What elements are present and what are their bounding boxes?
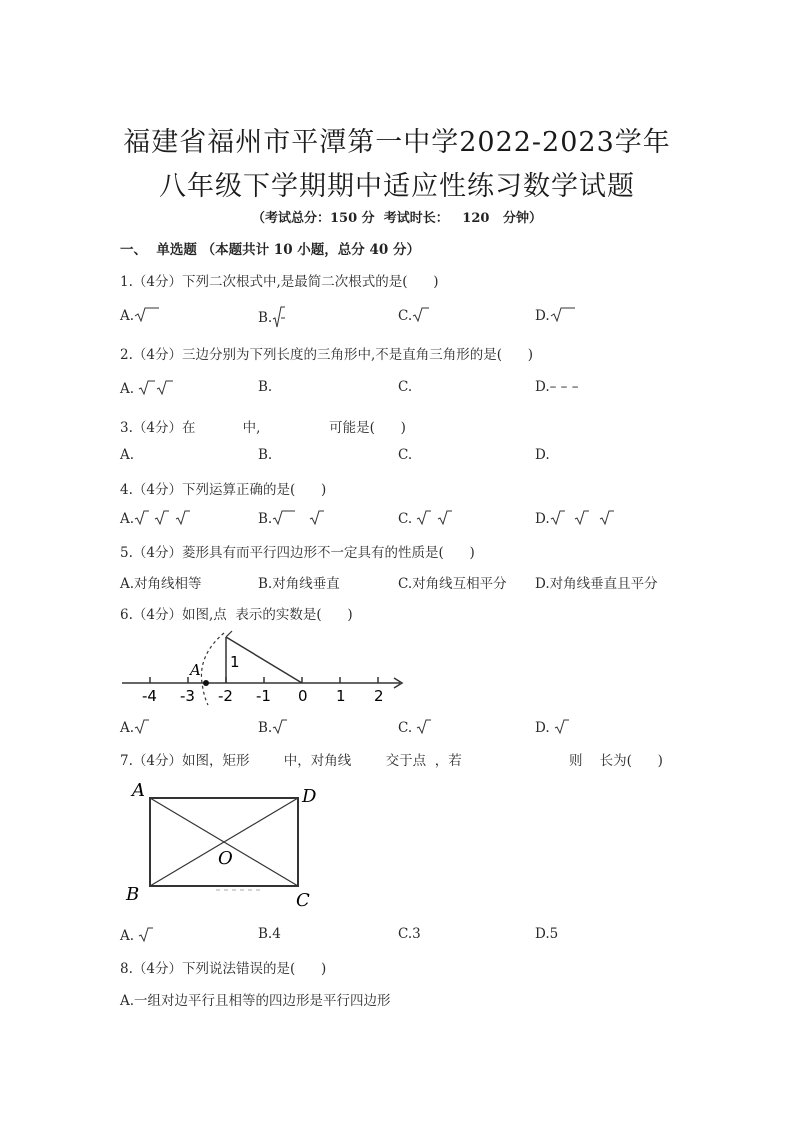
q2-option-d: D.– – – (535, 379, 579, 395)
tick-label: 1 (336, 687, 346, 705)
q1-option-a: A. (120, 306, 160, 324)
q1-option-d: D. (535, 306, 576, 324)
q7-option-a: A. (120, 926, 154, 944)
q3-option-d: D. (535, 447, 550, 463)
sqrt-symbol-icon (416, 718, 432, 734)
sqrt-symbol-icon (156, 379, 174, 395)
q4-option-d: D. (535, 509, 615, 527)
sqrt-symbol-icon (272, 718, 288, 734)
number-line-figure (118, 625, 410, 707)
tick-label: 0 (298, 687, 308, 705)
vertex-a-label: A (132, 780, 145, 801)
sqrt-symbol-icon (554, 718, 570, 734)
axis-ticks (150, 677, 378, 683)
q7-option-b: B.4 (258, 926, 281, 942)
leg-extension (226, 631, 232, 637)
q6-option-d: D. (535, 718, 570, 736)
question-4: 4.（4分）下列运算正确的是( ) (120, 482, 327, 498)
question-8: 8.（4分）下列说法错误的是( ) (120, 961, 327, 977)
tick-label: -3 (180, 687, 195, 705)
sqrt-symbol-icon (599, 509, 615, 525)
q3-option-a: A. (120, 447, 135, 463)
tick-label: -2 (218, 687, 233, 705)
rectangle-figure (120, 778, 330, 913)
tick-label: -4 (142, 687, 157, 705)
sqrt-symbol-icon (550, 509, 566, 525)
q7-option-c: C.3 (398, 926, 421, 942)
sqrt-symbol-icon (309, 509, 325, 525)
vertex-b-label: B (126, 884, 140, 905)
tick-label: 2 (374, 687, 384, 705)
sqrt-symbol-icon (134, 306, 160, 322)
exam-info: （考试总分：150 分 考试时长： 120 分钟） (251, 211, 542, 226)
q3-option-b: B. (258, 447, 273, 463)
tick-label: -1 (256, 687, 271, 705)
q3-option-c: C. (398, 447, 413, 463)
sqrt-symbol-icon (134, 718, 150, 734)
sqrt-symbol-icon (134, 509, 150, 525)
question-1: 1.（4分）下列二次根式中,是最简二次根式的是( ) (120, 274, 439, 290)
q4-option-c: C. (398, 509, 453, 527)
sqrt-symbol-icon (154, 509, 170, 525)
title-line-2: 八年级下学期期中适应性练习数学试题 (159, 171, 635, 202)
sqrt-symbol-icon (175, 509, 191, 525)
question-2: 2.（4分）三边分别为下列长度的三角形中,不是直角三角形的是( ) (120, 347, 534, 363)
sqrt-symbol-icon (138, 379, 156, 395)
sqrt-symbol-icon (437, 509, 453, 525)
q4-option-a: A. (120, 509, 191, 527)
q2-option-a: A. (120, 379, 174, 397)
section-heading: 一、 单选题 （本题共计 10 小题，总分 40 分） (120, 242, 420, 258)
q4-option-b: B. (258, 509, 325, 527)
sqrt-symbol-icon (574, 509, 590, 525)
q1-option-c: C. (398, 306, 430, 324)
q2-option-c: C. (398, 379, 413, 395)
point-a-dot (203, 680, 209, 686)
sqrt-symbol-icon (416, 509, 432, 525)
q5-option-b: B.对角线垂直 (258, 576, 340, 592)
q5-option-d: D.对角线垂直且平分 (535, 576, 658, 592)
question-5: 5.（4分）菱形具有而平行四边形不一定具有的性质是( ) (120, 545, 475, 561)
point-a-label: A (190, 661, 201, 679)
sqrt-symbol-icon (412, 306, 430, 322)
sqrt-symbol-icon (272, 509, 296, 525)
vertex-d-label: D (302, 786, 317, 807)
q2-option-b: B. (258, 379, 273, 395)
q6-option-a: A. (120, 718, 150, 736)
q1-option-b: B. (258, 306, 286, 328)
height-label: 1 (230, 653, 240, 671)
question-3: 3.（4分）在 中, 可能是( ) (120, 420, 406, 436)
question-7: 7.（4分）如图，矩形 中，对角线 交于点 ，若 则 长为( ) (120, 753, 663, 769)
vertex-c-label: C (296, 890, 310, 911)
q7-option-d: D.5 (535, 926, 559, 942)
sqrt-symbol-icon (138, 926, 154, 942)
question-6: 6.（4分）如图,点 表示的实数是( ) (120, 607, 353, 623)
q5-option-c: C.对角线互相平分 (398, 576, 507, 592)
q6-option-c: C. (398, 718, 432, 736)
sqrt-symbol-icon (550, 306, 576, 322)
title-line-1: 福建省福州市平潭第一中学2022-2023学年 (123, 127, 671, 158)
q8-option-a: A.一组对边平行且相等的四边形是平行四边形 (120, 993, 391, 1009)
sqrt-fraction-icon (272, 306, 286, 328)
q5-option-a: A.对角线相等 (120, 576, 202, 592)
center-o-label: O (218, 848, 233, 869)
q6-option-b: B. (258, 718, 288, 736)
